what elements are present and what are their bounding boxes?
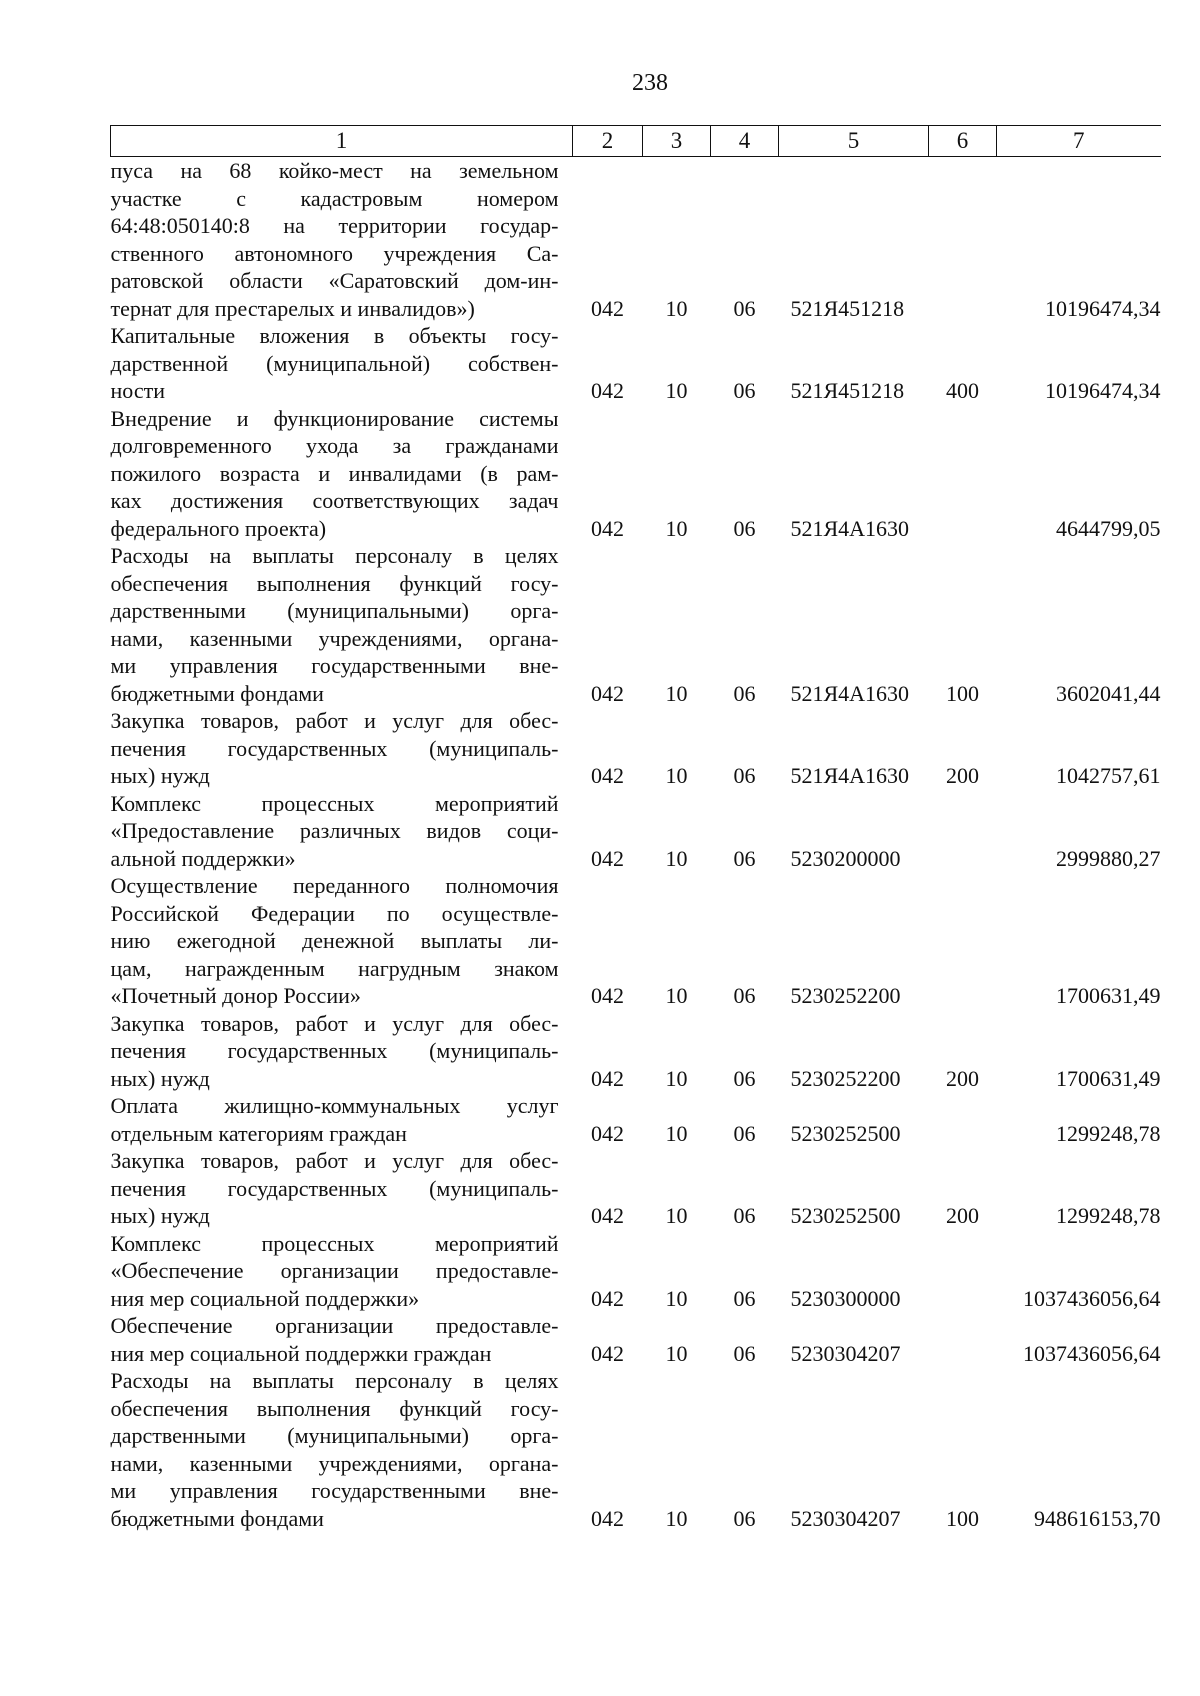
expense-name-line: пуса на 68 койко-мест на земельном	[110, 158, 559, 183]
expense-name-line: Комплекс процессных мероприятий	[110, 1230, 559, 1256]
expense-name-line: ния мер социальной поддержки граждан	[110, 1340, 492, 1366]
section-code: 10	[665, 1065, 688, 1091]
amount: 1299248,78	[1056, 1203, 1161, 1228]
header-col-1: 1	[111, 126, 573, 157]
section-code: 10	[665, 763, 688, 788]
ministry-code: 042	[591, 983, 624, 1008]
expense-type-code	[929, 1230, 997, 1313]
table-row	[111, 405, 1161, 543]
header-row	[111, 126, 1161, 157]
expense-name-line: бюджетными фондами	[110, 1505, 324, 1531]
expense-name-line: отдельным категориям граждан	[110, 1120, 407, 1146]
expense-name-line: Российской Федерации по осуществле-	[110, 900, 559, 926]
expense-name-line: ратовской области «Саратовский дом-ин-	[110, 268, 559, 293]
expense-name-line: ных) нужд	[110, 1065, 210, 1091]
expense-name-line: нию ежегодной денежной выплаты ли-	[110, 928, 559, 953]
expense-name-line: «Почетный донор России»	[110, 983, 361, 1008]
section-code: 10	[665, 1285, 688, 1311]
table-row	[111, 542, 1161, 707]
target-article-code: 5230252500	[790, 1203, 901, 1228]
expense-type-code: 200	[946, 1203, 979, 1228]
table-body	[111, 157, 1161, 1533]
amount: 10196474,34	[1045, 295, 1161, 321]
target-article-code: 521Я451218	[790, 295, 905, 321]
amount: 2999880,27	[1056, 845, 1161, 871]
section-code: 10	[665, 1203, 688, 1228]
expense-name-line: Расходы на выплаты персоналу в целях	[110, 543, 559, 568]
table-row	[111, 1312, 1161, 1367]
section-code: 10	[665, 1340, 688, 1366]
expense-name	[111, 322, 573, 405]
expense-name-line: ности	[110, 378, 165, 403]
amount: 948616153,70	[1034, 1505, 1161, 1531]
expense-name-line: «Обеспечение организации предоставле-	[110, 1258, 559, 1283]
expense-name-line: нами, казенными учреждениями, органа-	[110, 625, 559, 651]
page-number: 238	[632, 70, 668, 96]
target-article-code: 5230304207	[790, 1505, 901, 1531]
ministry-code: 042	[591, 763, 624, 788]
target-article-code: 5230300000	[790, 1285, 901, 1311]
table-row	[111, 157, 1161, 323]
expense-name-line: печения государственных (муниципаль-	[110, 1038, 559, 1063]
subsection-code: 06	[733, 845, 756, 871]
target-article-code: 5230252500	[790, 1120, 901, 1146]
expense-name-line: альной поддержки»	[110, 845, 296, 871]
ministry-code: 042	[591, 378, 624, 403]
expense-name-line: дарственной (муниципальной) собствен-	[110, 350, 559, 376]
table-row	[111, 1230, 1161, 1313]
expense-name-line: Закупка товаров, работ и услуг для обес-	[110, 708, 559, 733]
target-article-code: 521Я4А1630	[790, 680, 910, 706]
expense-type-code	[929, 790, 997, 873]
target-article-code: 521Я4А1630	[790, 763, 910, 788]
table-row	[111, 872, 1161, 1010]
expense-name	[111, 1230, 573, 1313]
ministry-code: 042	[591, 1065, 624, 1091]
expense-type-code	[929, 1312, 997, 1367]
header-col-3: 3	[643, 126, 711, 157]
expense-name	[111, 1312, 573, 1367]
expense-name-line: Комплекс процессных мероприятий	[110, 790, 559, 816]
expense-name-line: Закупка товаров, работ и услуг для обес-	[110, 1010, 559, 1036]
section-code: 10	[665, 295, 688, 321]
expense-type-code	[929, 872, 997, 1010]
amount: 4644799,05	[1056, 515, 1161, 541]
header-col-4: 4	[711, 126, 779, 157]
expense-name-line: «Предоставление различных видов соци-	[110, 818, 559, 843]
ministry-code: 042	[591, 680, 624, 706]
subsection-code: 06	[733, 763, 756, 788]
expense-name	[111, 1010, 573, 1093]
expense-name-line: ми управления государственными вне-	[110, 653, 559, 678]
expense-name-line: долговременного ухода за гражданами	[110, 433, 559, 458]
subsection-code: 06	[733, 1203, 756, 1228]
subsection-code: 06	[733, 1120, 756, 1146]
expense-type-code	[929, 405, 997, 543]
expense-name	[111, 872, 573, 1010]
expense-name	[111, 1367, 573, 1532]
amount: 1042757,61	[1056, 763, 1161, 788]
subsection-code: 06	[733, 378, 756, 403]
table-row	[111, 707, 1161, 790]
expense-name-line: бюджетными фондами	[110, 680, 324, 706]
expense-name-line: участке с кадастровым номером	[110, 185, 559, 211]
ministry-code: 042	[591, 1285, 624, 1311]
expense-type-code: 200	[946, 763, 979, 788]
subsection-code: 06	[733, 1285, 756, 1311]
expense-name-line: ственного автономного учреждения Са-	[110, 240, 559, 266]
expense-name	[111, 405, 573, 543]
expense-name-line: обеспечения выполнения функций госу-	[110, 570, 559, 596]
header-col-2: 2	[573, 126, 643, 157]
target-article-code: 521Я4А1630	[790, 515, 910, 541]
expense-name-line: ных) нужд	[110, 1203, 210, 1228]
subsection-code: 06	[733, 295, 756, 321]
expense-name-line: обеспечения выполнения функций госу-	[110, 1395, 559, 1421]
expense-name-line: тернат для престарелых и инвалидов»)	[110, 295, 475, 321]
amount: 3602041,44	[1056, 680, 1161, 706]
expense-name-line: Оплата жилищно-коммунальных услуг	[110, 1093, 559, 1118]
expense-name	[111, 707, 573, 790]
expense-name-line: ния мер социальной поддержки»	[110, 1285, 420, 1311]
expense-name-line: печения государственных (муниципаль-	[110, 1175, 559, 1201]
expense-type-code	[929, 1092, 997, 1147]
header-col-7: 7	[997, 126, 1161, 157]
expense-type-code: 100	[946, 1505, 979, 1531]
expense-name-line: ми управления государственными вне-	[110, 1478, 559, 1503]
table-row	[111, 1147, 1161, 1230]
expense-name-line: цам, награжденным нагрудным знаком	[110, 955, 559, 981]
target-article-code: 521Я451218	[790, 378, 905, 403]
ministry-code: 042	[591, 295, 624, 321]
expense-type-code	[929, 157, 997, 323]
expense-name-line: печения государственных (муниципаль-	[110, 735, 559, 761]
expense-name-line: 64:48:050140:8 на территории государ-	[110, 213, 559, 238]
target-article-code: 5230252200	[790, 983, 901, 1008]
expense-name-line: Расходы на выплаты персоналу в целях	[110, 1368, 559, 1393]
section-code: 10	[665, 515, 688, 541]
subsection-code: 06	[733, 1505, 756, 1531]
target-article-code: 5230252200	[790, 1065, 901, 1091]
subsection-code: 06	[733, 515, 756, 541]
expense-type-code: 200	[946, 1065, 979, 1091]
table-row	[111, 1092, 1161, 1147]
expense-name-line: дарственными (муниципальными) орга-	[110, 598, 559, 623]
section-code: 10	[665, 680, 688, 706]
expense-name	[111, 157, 573, 323]
ministry-code: 042	[591, 1203, 624, 1228]
table-row	[111, 322, 1161, 405]
section-code: 10	[665, 1505, 688, 1531]
expense-name-line: федерального проекта)	[110, 515, 327, 541]
table-row	[111, 790, 1161, 873]
expense-name-line: дарственными (муниципальными) орга-	[110, 1423, 559, 1448]
ministry-code: 042	[591, 1340, 624, 1366]
budget-table	[110, 125, 1161, 1532]
section-code: 10	[665, 845, 688, 871]
table-row	[111, 1010, 1161, 1093]
expense-name-line: Закупка товаров, работ и услуг для обес-	[110, 1148, 559, 1173]
amount: 1700631,49	[1056, 983, 1161, 1008]
expense-name-line: нами, казенными учреждениями, органа-	[110, 1450, 559, 1476]
expense-name	[111, 1092, 573, 1147]
expense-name-line: пожилого возраста и инвалидами (в рам-	[110, 460, 559, 486]
target-article-code: 5230304207	[790, 1340, 901, 1366]
table-header	[111, 126, 1161, 157]
ministry-code: 042	[591, 1120, 624, 1146]
subsection-code: 06	[733, 1065, 756, 1091]
amount: 1037436056,64	[1023, 1340, 1161, 1366]
header-col-6: 6	[929, 126, 997, 157]
expense-name-line: Внедрение и функционирование системы	[110, 405, 559, 431]
amount: 10196474,34	[1045, 378, 1161, 403]
ministry-code: 042	[591, 845, 624, 871]
header-col-5: 5	[779, 126, 929, 157]
expense-name	[111, 790, 573, 873]
expense-name-line: ных) нужд	[110, 763, 210, 788]
amount: 1700631,49	[1056, 1065, 1161, 1091]
expense-name	[111, 1147, 573, 1230]
ministry-code: 042	[591, 1505, 624, 1531]
target-article-code: 5230200000	[790, 845, 901, 871]
expense-name-line: ках достижения соответствующих задач	[110, 488, 559, 513]
subsection-code: 06	[733, 1340, 756, 1366]
section-code: 10	[665, 378, 688, 403]
ministry-code: 042	[591, 515, 624, 541]
expense-name-line: Обеспечение организации предоставле-	[110, 1313, 559, 1338]
expense-type-code: 100	[946, 680, 979, 706]
amount: 1037436056,64	[1023, 1285, 1161, 1311]
amount: 1299248,78	[1056, 1120, 1161, 1146]
subsection-code: 06	[733, 983, 756, 1008]
expense-name-line: Осуществление переданного полномочия	[110, 873, 559, 898]
table-row	[111, 1367, 1161, 1532]
section-code: 10	[665, 1120, 688, 1146]
expense-name	[111, 542, 573, 707]
section-code: 10	[665, 983, 688, 1008]
expense-type-code: 400	[946, 378, 979, 403]
expense-name-line: Капитальные вложения в объекты госу-	[110, 323, 559, 348]
subsection-code: 06	[733, 680, 756, 706]
